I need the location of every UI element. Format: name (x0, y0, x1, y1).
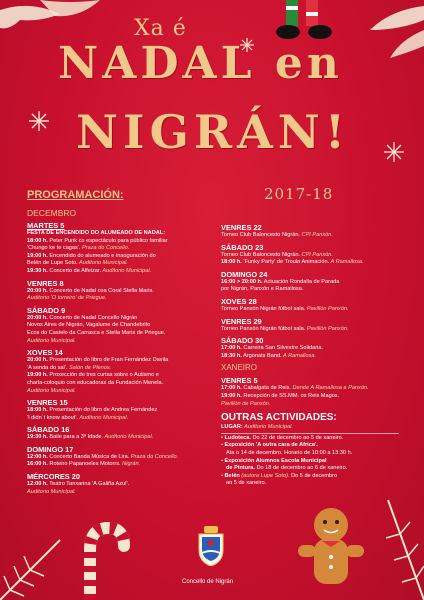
event-place: Auditorio 'O torreiro' de Priegue. (27, 295, 107, 302)
event-place: Auditorio Municipal. (27, 488, 76, 495)
event-day: XOVES 28 (221, 296, 257, 306)
event-text: 'I didn´t know about'. (27, 414, 78, 421)
event-place: Auditorio Municipal. (77, 414, 129, 421)
event-place: Dende A Ramallosa a Panxón. (290, 385, 369, 392)
event-text: Argonats Band. (241, 352, 282, 359)
activity-text: Ata o 14 de decembro. Horario de 10:00 a 13:30 h. (226, 449, 353, 456)
event-text: 'Chungo ke te cagas'. (27, 245, 81, 252)
event-place: Auditorio Municipal. (27, 387, 76, 394)
pine-branch-right-icon (368, 490, 424, 600)
title-xa: Xa é (134, 16, 187, 41)
activity-text: ao 5 de xaneiro. (226, 480, 267, 487)
year-label: 2017-18 (264, 185, 334, 203)
activity-title: Exposición 'A outra cara de Africa'. (224, 442, 318, 449)
event-place: Pavillón Panxón. (305, 305, 349, 312)
event-time: 19:30 h. (27, 267, 48, 274)
event-day: VENRES 8 (27, 278, 64, 288)
event-place: Pavillón Panxón. (305, 325, 349, 332)
event-text: Novos Aires de Nigrán, Vagalume de Chandebrito (27, 322, 151, 329)
event-time: 18:30 h. (221, 352, 242, 359)
event-line: FESTA DE ENCENDIDO DO ALUMEADO DE NADAL: (27, 230, 166, 236)
event-text: Proxección de tres curtas sobre o Autismo e (47, 372, 159, 379)
event-time: 20:00 h. (27, 314, 48, 321)
event-text: Peter Punk co espectáculo para público familiar (47, 237, 168, 244)
holly-leaves-top-right-icon (340, 0, 424, 60)
event-text: Encendido do alumeado e inauguración do (47, 252, 156, 259)
activity-title: Ludoteca. (224, 434, 251, 441)
event-text: 'A senda do sal'. (27, 364, 68, 371)
event-text: Torneo Club Baloncesto Nigrán. (221, 251, 300, 258)
event-text: Belén de Lupe Soto. (27, 260, 78, 267)
event-time: 17:00 h. (221, 385, 242, 392)
event-place: Auditorio Municipal. (27, 337, 76, 344)
event-day: SÁBADO 30 (221, 336, 264, 346)
event-day: VENRES 29 (221, 316, 262, 326)
event-day: SÁBADO 23 (221, 242, 264, 252)
event-day: SÁBADO 16 (27, 425, 70, 435)
month-january: XANEIRO (221, 363, 258, 373)
activity-title: Exposición Alumnos Escola Municipal (224, 457, 327, 464)
title-line-2: NIGRÁN! (76, 105, 351, 159)
gingerbread-man-icon (296, 505, 366, 600)
event-text: Concerto de Nadal Concello Nigrán (47, 314, 138, 321)
event-text: Torneo Panxón Nigrán fútbol sala. (221, 305, 306, 312)
event-time: 17:00 h. (221, 345, 242, 352)
event-day: VENRES 5 (221, 376, 258, 386)
event-place: Salón de Plenos. (67, 364, 112, 371)
event-time: 19:30 h. (27, 434, 48, 441)
event-day: DOMINGO 24 (221, 269, 268, 279)
event-text: Teatro Tanxarina 'A Galiña Azul'. (47, 481, 130, 488)
event-day: VENRES 22 (221, 223, 262, 232)
event-text: Concerto de Alfeizar. (47, 267, 102, 274)
event-place: CPI Panxón. (299, 232, 333, 238)
event-text: por Nigrán, Panxón e Ramallosa. (221, 286, 304, 293)
activity-text: Do 5 de decembro (289, 472, 338, 479)
outras-actividades-heading: OUTRAS ACTIVIDADES: (221, 412, 337, 424)
event-text: Carreira San Silvestre Solidaria. (241, 345, 323, 352)
event-text: Cabalgata de Reis. (241, 385, 291, 392)
event-place: CPI Panxón. (299, 251, 333, 258)
concello-label: Concello de Nigrán (182, 579, 234, 585)
event-place: Auditorio Municipal. (77, 260, 128, 267)
title-line-1: NADAL en (58, 38, 343, 89)
event-place: Auditorio Municipal. (103, 434, 154, 441)
event-place: Praza do Concello. (129, 453, 179, 460)
event-day: SÁBADO 9 (27, 305, 66, 315)
candy-cane-icon (70, 520, 130, 600)
event-time: 20:00 h. (27, 357, 48, 364)
event-day: VENRES 15 (27, 398, 68, 408)
divider (221, 433, 399, 434)
event-text: Baile para a 3ª Idade. (47, 434, 104, 441)
event-text: Torneo Club Baloncesto Nigrán. (221, 232, 300, 238)
activity-author: (autora Lupe Soto). (239, 472, 290, 479)
event-time: 18:00 h. (27, 407, 48, 414)
event-time: 19:00 h. (27, 252, 48, 259)
event-text: Ecos do Castelo da Carrasca e Stella Maris de Priegue. (27, 329, 166, 336)
event-text: Presentación do libro de Fran Fernández Davila (47, 357, 169, 364)
event-time: 18:00 h. (27, 237, 48, 244)
activity-text: Do 22 de decembro ao 5 de xaneiro. (250, 434, 344, 441)
event-place: A Ramallosa. (281, 352, 317, 359)
event-place: Praza do Concello. (80, 245, 130, 252)
event-text: Roteiro Papanoeles Motorrs. (47, 461, 121, 468)
right-column: VENRES 22 Torneo Club Baloncesto Nigrán. CPI Panxón. SÁBADO 23 Torneo Club Baloncesto Nigrán. CPI Panxón. 18:00 h. 'Funky Party' de Troula Animación. A Ramallosa. DOMINGO 24 16:00 > 20:00 h. Actuación Rondalla de Parada por Nigrán, Panxón e Ramallosa. XOVES 28 Torneo Panxón Nigrán fútbol sala. Pavillón Panxón. VENRES 29 Torneo Panxón Nigrán fútbol sala. Pavillón Panxón. SÁBADO 30 17:00 h. Carreira San Silvestre Solidaria. 18:30 h. Argonats Band. A Ramallosa. XANEIRO VENRES 5 17:00 h. Cabalgata de Reis. Dende A Ramallosa a Panxón. 19:00 h. Recepción de SS.MM. os Reis Magos. Pavillón de Panxón. OUTRAS ACTIVIDADES: LUGAR: Auditorio Municipal. • Ludoteca. Do 22 de decembro ao 5 de xaneiro. • Exposición 'A outra cara de Africa'. Ata o 14 de decembro. Horario de 10:00 a 13:30 h. • Exposición Alumnos Escola Municipal de Pintura. Do 18 de decembro ao 6 de xaneiro. • Belén (autora Lupe Soto). Do 5 de decembro ao 5 de xaneiro. (221, 220, 411, 488)
event-place: Pavillón de Panxón. (221, 400, 271, 407)
event-day: DOMINGO 17 (27, 444, 74, 454)
snowflake-icon (28, 110, 50, 132)
snowflake-icon (384, 142, 404, 162)
event-time: 19:00 h. (221, 392, 242, 399)
event-time: 16:00 > 20:00 h. (221, 278, 263, 285)
event-time: 19:00 h. (27, 372, 48, 379)
programacion-heading: PROGRAMACIÓN: (27, 189, 124, 201)
event-text: Torneo Panxón Nigrán fútbol sala. (221, 325, 306, 332)
activity-title: Belén (224, 472, 240, 479)
activity-title: de Pintura. (226, 465, 255, 472)
event-day: MARTES 5 (27, 221, 65, 230)
event-text: Actuación Rondalla de Parada (262, 278, 340, 285)
event-text: Presentación do libro de Andrea Fernández (47, 407, 158, 414)
left-column (27, 218, 212, 496)
event-place: Nigrán. (120, 461, 141, 468)
activity-text: Do 18 de decembro ao 6 de xaneiro. (254, 465, 348, 472)
event-text: 'Funky Party' de Troula Animación. (241, 259, 330, 266)
event-text: Concerto Banda Música de Lira. (47, 453, 130, 460)
coat-of-arms-icon (196, 526, 226, 566)
event-time: 20:00 h. (27, 287, 48, 294)
event-place: Auditorio Municipal. (242, 424, 293, 431)
month-december: DECEMBRO (27, 208, 77, 218)
event-time: 12:00 h. (27, 453, 48, 460)
event-text: charla-coloquio con educadoras da Fundación Menela. (27, 379, 164, 386)
event-time: 18:00 h. (221, 259, 242, 266)
event-place: Auditorio Municipal. (101, 267, 152, 274)
event-day: XOVES 14 (27, 348, 63, 358)
event-text: Recepción de SS.MM. os Reis Magos. (241, 392, 340, 399)
pine-branch-left-icon (0, 530, 70, 600)
event-time: 12:00 h. (27, 481, 48, 488)
lugar-label: LUGAR: (221, 424, 243, 431)
event-time: 16:00 h. (27, 461, 48, 468)
event-day: MÉRCORES 20 (27, 472, 80, 482)
event-text: Concerto de Nadal coa Coral Stella Maris. (47, 287, 154, 294)
event-place: A Ramallosa. (329, 259, 364, 266)
